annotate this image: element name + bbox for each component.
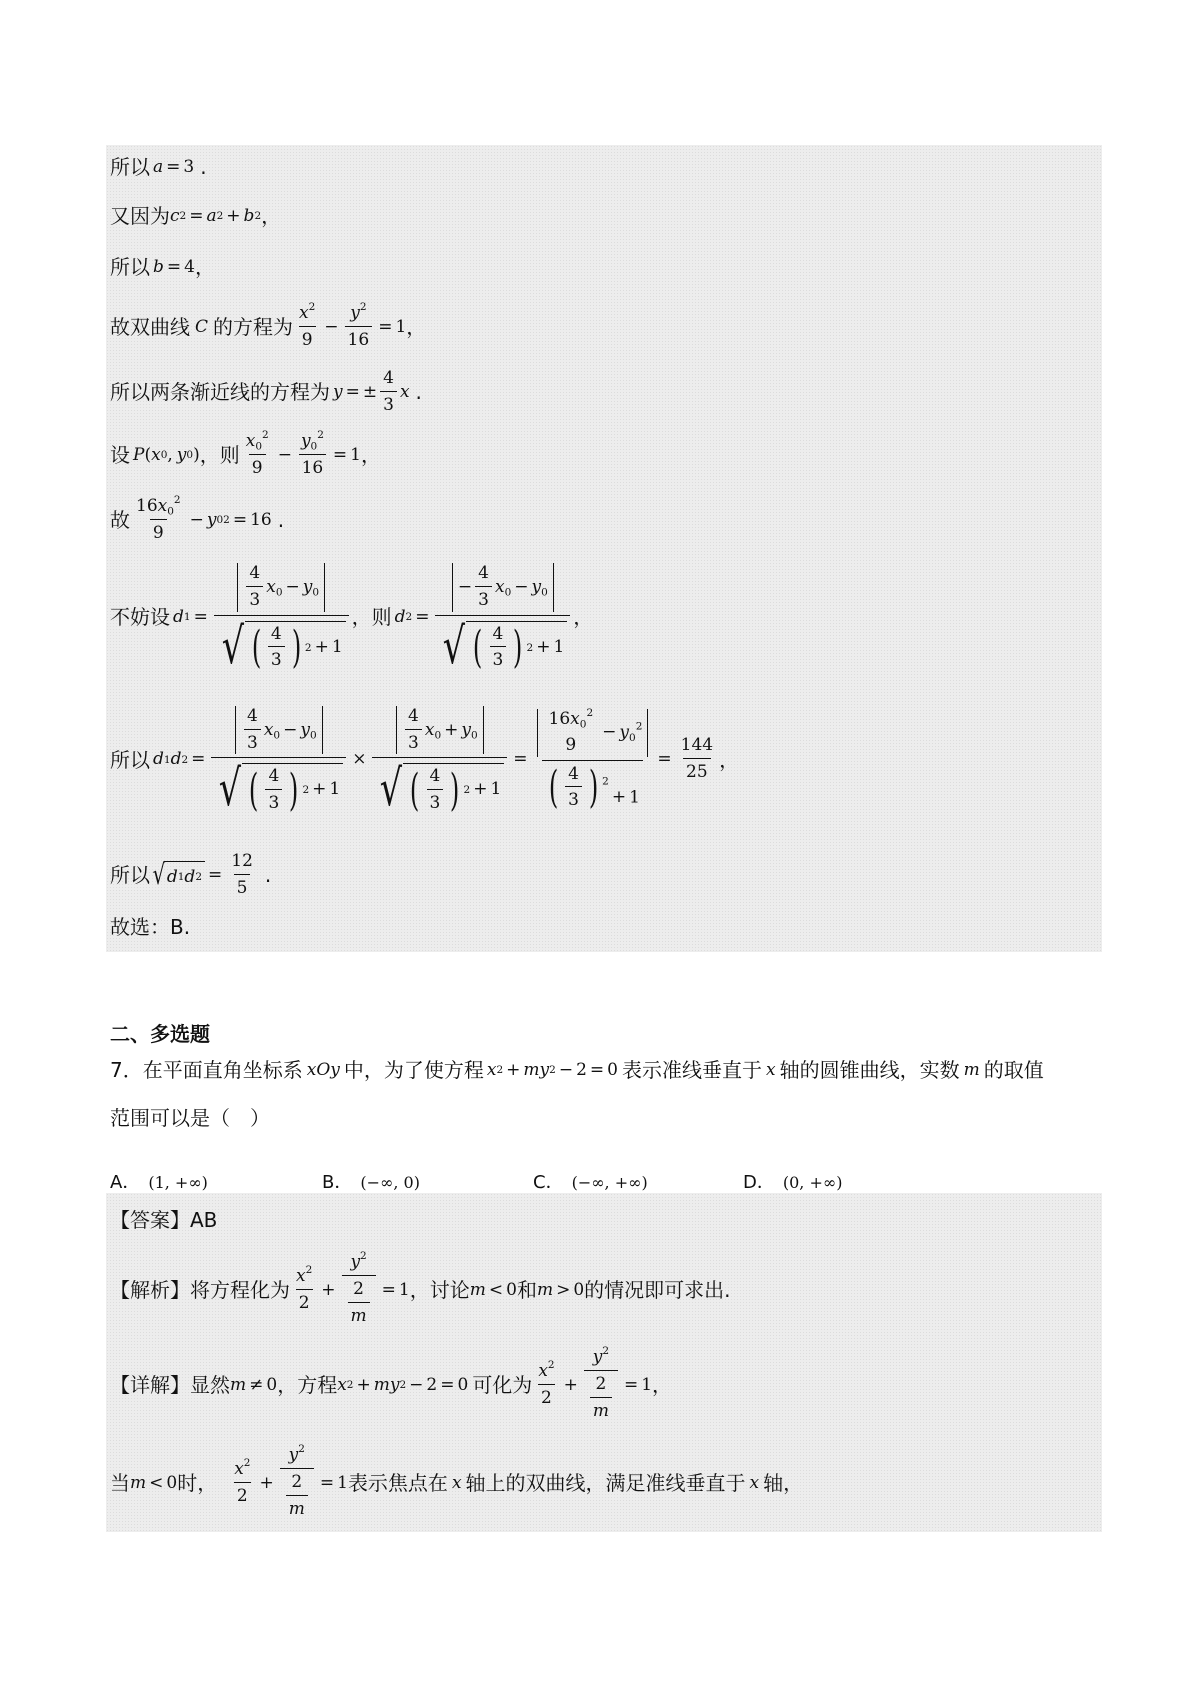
fraction: $\frac{144}{25}$ [680, 735, 714, 782]
line-choice: 故选：B. [110, 915, 191, 939]
section-title: 二、多选题 [110, 1022, 210, 1046]
fraction: $\frac{y^2}{\frac{2}{m}}$ [342, 1254, 376, 1326]
answer-line: 【答案】AB [110, 1208, 218, 1232]
option-d[interactable]: D． (0, +∞) [743, 1172, 843, 1193]
line-asymptotes: 所以两条渐近线的方程为 y = ± $\frac{4}{3}$ x . [110, 367, 422, 415]
fraction: $\frac{y^2}{16}$ [345, 305, 373, 350]
square-root: √ ( $\frac{4}{3}$ ) 2 + 1 [438, 621, 567, 671]
line-b-value: 所以 b = 4 ， [110, 255, 215, 279]
distance-fraction-d1 [214, 563, 349, 675]
fraction: $\frac{x^2}{2}$ [296, 1263, 313, 1313]
fraction: $\frac{y^2}{\frac{2}{m}}$ [584, 1349, 618, 1421]
fraction: $\frac{x_0^2}{9}$ [245, 428, 269, 478]
square-root: √ ( $\frac{4}{3}$ ) 2 + 1 [217, 621, 346, 671]
product-factor-2: $\frac{4}{3}$ $x_0 + y_0$ √ ( $\frac{4}{3}$ ) 2 + 1 [372, 706, 507, 814]
fraction: $\frac{y_0^2}{16}$ [298, 433, 327, 478]
fraction: $\frac{x^2}{2}$ [538, 1358, 555, 1408]
analysis-line: 【解析】将方程化为 $\frac{x^2}{2}$ + $\frac{y^2}{\frac{2}{m}}$ = 1 ，讨论 m < 0 和 m > 0 的情况即可求出. [110, 1250, 731, 1326]
line-point-p: 设 P ( x 0 , y 0 ) ，则 $\frac{x_0^2}{9}$ − $\frac{y_0^2}{16}$ = 1 ， [110, 428, 381, 478]
absolute-value: − $\frac{4}{3}$ $x_0 - y_0$ [452, 563, 554, 612]
line-distances: 不妨设 d 1 = $\frac{4}{3}$ $x_0 - y_0$ √ ( $\frac{4}{3}$ ) 2 + 1 ，则 d 2 = − $\frac{4}{3}$ $x_0 - y_0$ √ ( $\frac{4}{3}$ ) 2 + 1 ， [110, 563, 594, 675]
detail-line: 【详解】显然 m ≠ 0 ，方程 x 2 + m y 2 − 2 = 0 可化为 $\frac{x^2}{2}$ + $\frac{y^2}{\frac{2}{m}}$ = 1 ， [110, 1345, 673, 1421]
fraction: $\frac{x^2}{2}$ [234, 1456, 251, 1506]
option-c[interactable]: C． (−∞, +∞) [533, 1172, 648, 1193]
line-c-squared: 又因为 c 2 = a 2 + b 2 ， [110, 204, 282, 228]
square-root: √ d 1 d 2 [150, 861, 205, 889]
fraction: $\frac{12}{5}$ [231, 850, 253, 898]
fraction: $\frac{4}{3}$ [380, 370, 397, 415]
distance-fraction-d2 [435, 563, 570, 675]
fraction: $\frac{16x_0^2}{9}$ [136, 493, 181, 543]
absolute-value: $\frac{4}{3}$ $x_0 - y_0$ [237, 563, 325, 612]
question-7-line-2: 范围可以是（ ） [110, 1106, 270, 1130]
line-hyperbola-equation: 故双曲线 C 的方程为 $\frac{x^2}{9}$ − $\frac{y^2}{16}$ = 1 ， [110, 300, 427, 350]
fraction: $\frac{x^2}{9}$ [299, 300, 316, 350]
option-a[interactable]: A． (1, +∞) [110, 1172, 208, 1193]
option-b[interactable]: B． (−∞, 0) [322, 1172, 420, 1193]
case-line: 当 m < 0 时， $\frac{x^2}{2}$ + $\frac{y^2}{\frac{2}{m}}$ = 1 表示焦点在 x 轴上的双曲线，满足准线垂直于 x 轴， [110, 1443, 804, 1519]
line-therefore-16: 故 $\frac{16x_0^2}{9}$ − y 0 2 = 16 . [110, 493, 285, 543]
line-product: 所以 d 1 d 2 = $\frac{4}{3}$ $x_0 - y_0$ √ ( $\frac{4}{3}$ ) 2 + 1 × $\frac{4}{3}$ $x_0 + y_0$ √ ( $\frac{4}{3}$ ) 2 + 1 = $16x_0^2$ 9 − $y_0^2$ ( $\frac{4}{3}$ ) $^2$+ 1 = $\frac{144}{25}$ ， [110, 705, 740, 818]
fraction: $\frac{y^2}{\frac{2}{m}}$ [280, 1447, 314, 1519]
product-combined: $16x_0^2$ 9 − $y_0^2$ ( $\frac{4}{3}$ ) $^2$+ 1 [534, 709, 652, 810]
line-a-value: 所以 a = 3 . [110, 155, 207, 179]
product-factor-1: $\frac{4}{3}$ $x_0 - y_0$ √ ( $\frac{4}{3}$ ) 2 + 1 [211, 706, 346, 814]
line-sqrt-result: 所以 √ d 1 d 2 = $\frac{12}{5}$ . [110, 850, 272, 898]
question-7-line-1: 7．在平面直角坐标系 x O y 中，为了使方程 x 2 + m y 2 − 2 = 0 表示准线垂直于 x 轴的圆锥曲线，实数 m 的取值 [110, 1058, 1044, 1082]
